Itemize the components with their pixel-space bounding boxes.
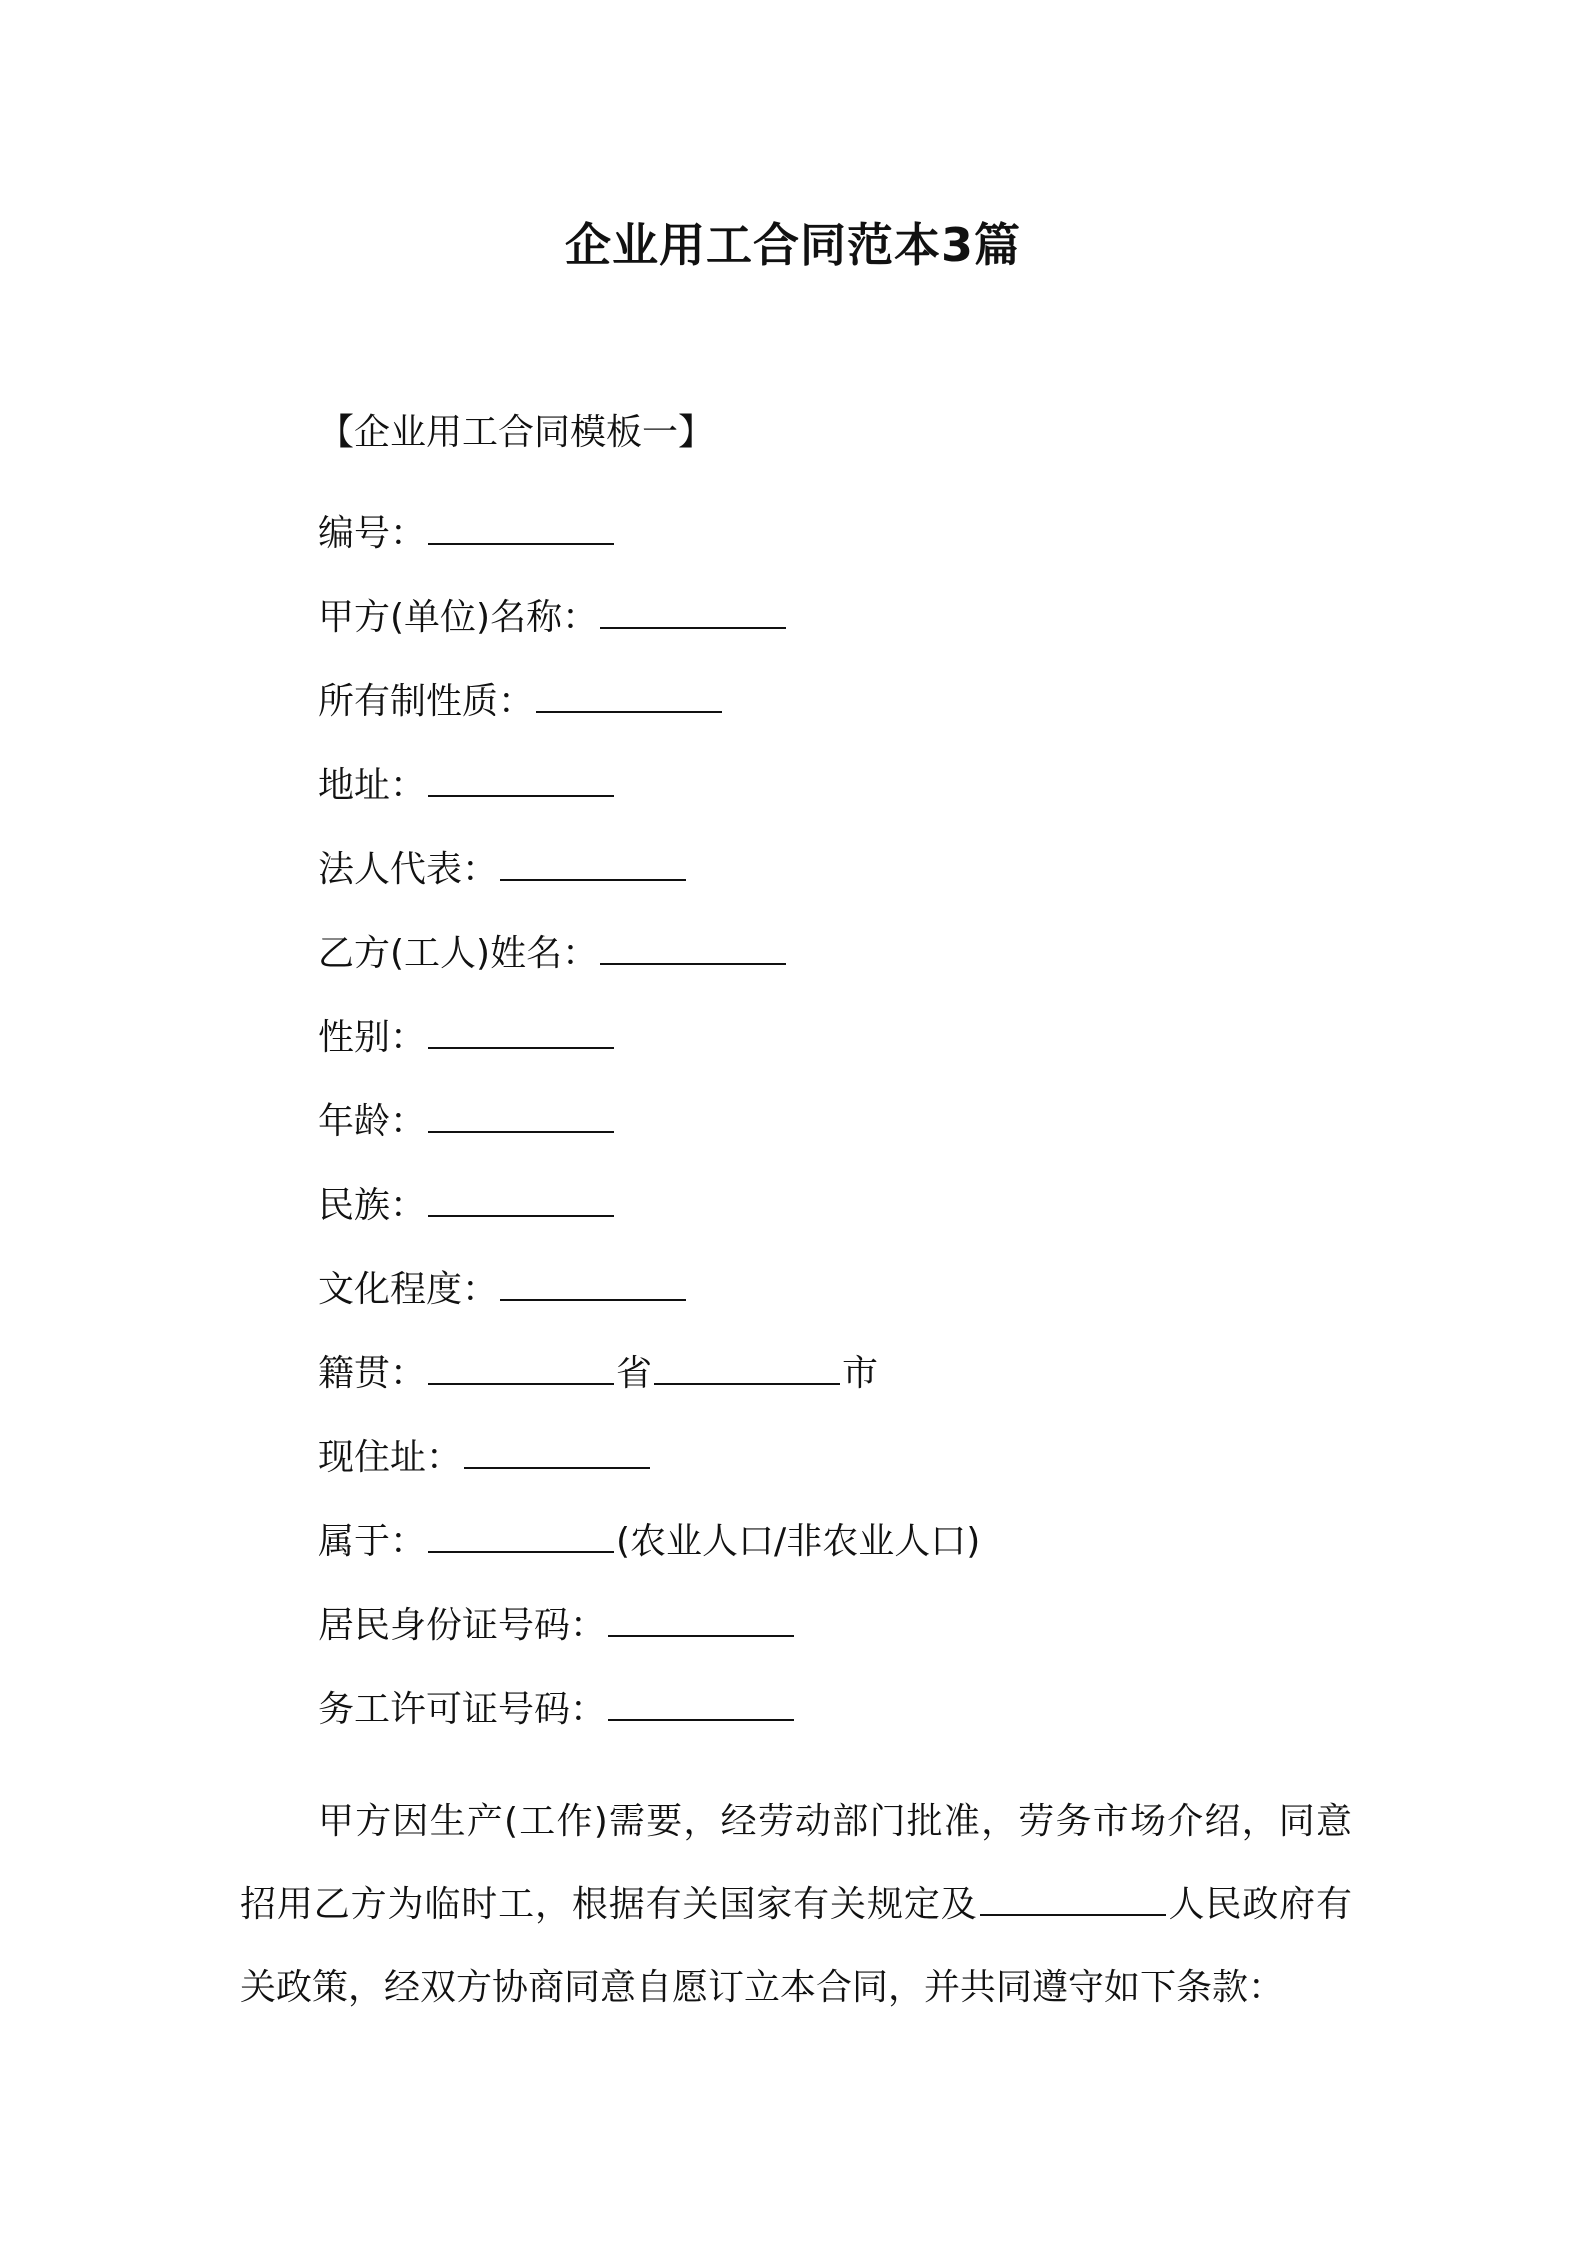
field-party-b-name: [318, 912, 980, 996]
field-education: [318, 1248, 980, 1332]
section-heading: 【企业用工合同模板一】: [318, 412, 715, 453]
city-label: 市: [842, 1353, 879, 1394]
field-ethnicity: [318, 1164, 980, 1248]
province-label: 省: [616, 1353, 653, 1394]
paragraph-text-part1: 甲方因生产(工作)需要，经劳动部门批准，劳务市场介绍，同意招用乙方为临时工，根据有关国家有关规定及: [240, 1801, 1352, 1925]
field-ownership: [318, 660, 980, 744]
field-legal-rep: [318, 828, 980, 912]
blank-line: [428, 1185, 614, 1217]
field-belongs-to: [318, 1500, 980, 1584]
blank-line: [500, 849, 686, 881]
blank-line: [608, 1689, 794, 1721]
field-label: 编号：: [318, 513, 427, 554]
field-label: 属于：: [318, 1521, 427, 1562]
field-label: 务工许可证号码：: [318, 1689, 607, 1730]
field-id-number: [318, 1584, 980, 1668]
field-label: 所有制性质：: [318, 681, 535, 722]
field-label: 文化程度：: [318, 1269, 499, 1310]
field-work-permit: [318, 1668, 980, 1752]
blank-line: [600, 933, 786, 965]
blank-line: [428, 1101, 614, 1133]
field-age: [318, 1080, 980, 1164]
blank-line: [980, 1884, 1166, 1916]
field-gender: [318, 996, 980, 1080]
blank-line: [428, 765, 614, 797]
field-label: 性别：: [318, 1017, 427, 1058]
blank-line: [428, 1521, 614, 1553]
blank-line: [600, 597, 786, 629]
field-label: 现住址：: [318, 1437, 463, 1478]
contract-preamble-paragraph: [240, 1780, 1352, 2029]
blank-line: [464, 1437, 650, 1469]
field-current-address: [318, 1416, 980, 1500]
blank-line: [500, 1269, 686, 1301]
document-title: 企业用工合同范本3篇: [564, 218, 1021, 272]
field-party-a-name: [318, 576, 980, 660]
blank-line: [654, 1353, 840, 1385]
field-label: 年龄：: [318, 1101, 427, 1142]
blank-line: [428, 1017, 614, 1049]
field-label: 甲方(单位)名称：: [318, 597, 599, 638]
field-label: 民族：: [318, 1185, 427, 1226]
field-label: 乙方(工人)姓名：: [318, 933, 599, 974]
blank-line: [428, 513, 614, 545]
field-number: [318, 492, 980, 576]
blank-line: [536, 681, 722, 713]
field-label: 居民身份证号码：: [318, 1605, 607, 1646]
field-address: [318, 744, 980, 828]
field-label: 法人代表：: [318, 849, 499, 890]
field-label: 籍贯：: [318, 1353, 427, 1394]
contract-fields: [318, 492, 980, 1752]
population-type-options: (农业人口/非农业人口): [616, 1521, 981, 1562]
blank-line: [608, 1605, 794, 1637]
blank-line: [428, 1353, 614, 1385]
paragraph-text-part2: 人民政府有关政策，经双方协商同意自愿订立本合同，并共同遵守如下条款：: [240, 1884, 1352, 2008]
field-label: 地址：: [318, 765, 427, 806]
field-native-place: [318, 1332, 980, 1416]
